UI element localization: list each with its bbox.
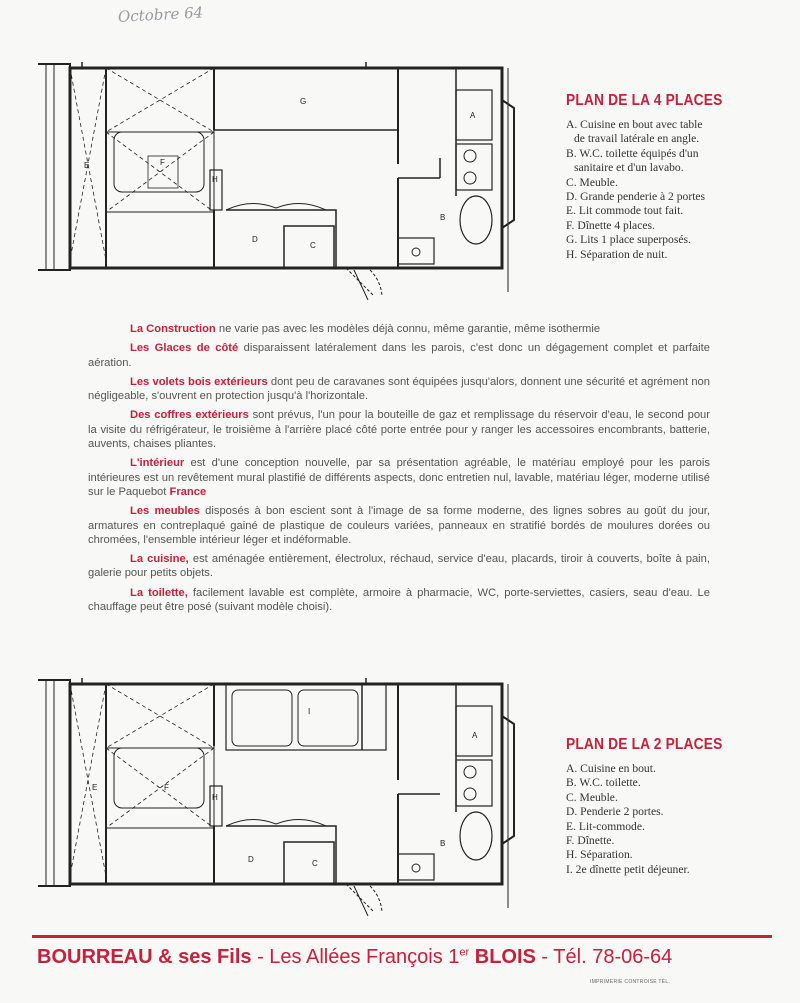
address-superscript: er: [459, 946, 470, 959]
company-name: BOURREAU: [37, 946, 153, 968]
plan2-label-e: E: [92, 783, 98, 792]
legend-2-item: F. Dînette.: [566, 834, 615, 848]
paragraph-lead: Des coffres extérieurs: [130, 409, 249, 422]
separator: -: [535, 946, 554, 968]
paragraph-body: facilement lavable est complète, armoire à pharmacie, WC, porte-serviettes, casiers, seau d'eau. Le chauffage peut être posé (suivant modèle choisi).: [88, 586, 710, 614]
paragraph: [88, 586, 710, 615]
legend-2-item: B. W.C. toilette.: [566, 776, 641, 790]
floor-plan-2-places: [36, 676, 516, 916]
paragraph-body: est d'une conception nouvelle, par sa présentation agréable, le matériau employé pour les parois intérieures est un revêtement mural plastifié de différents aspects, donc entretien nul, lavable, matériau léger, moderne utilisé sur le Paquebot: [88, 457, 710, 498]
plan2-label-f: F: [164, 783, 169, 792]
legend-2-item: I. 2e dînette petit déjeuner.: [566, 862, 690, 876]
plan2-label-i: I: [308, 707, 311, 716]
legend-4-item: H. Séparation de nuit.: [566, 247, 668, 261]
plan4-label-b: B: [440, 213, 446, 222]
paragraph-lead: Les Glaces de côté: [130, 342, 239, 355]
legend-4-title: PLAN DE LA 4 PLACES: [566, 92, 723, 109]
floor-plan-4-places: [36, 60, 516, 300]
legend-2-item: H. Séparation.: [566, 848, 633, 862]
plan4-label-g: G: [300, 97, 307, 106]
plan2-label-c: C: [312, 859, 318, 868]
legend-2-item: E. Lit-commode.: [566, 819, 645, 833]
legend-4-item: D. Grande penderie à 2 portes: [566, 190, 706, 204]
plan4-label-e: E: [84, 161, 90, 170]
plan2-label-a: A: [472, 731, 478, 740]
legend-4-item: E. Lit commode tout fait.: [566, 204, 684, 218]
paragraph-lead: Les meubles: [130, 505, 200, 518]
paragraph: [88, 504, 710, 547]
legend-4-item: G. Lits 1 place superposés.: [566, 233, 691, 247]
company-sons: ses Fils: [178, 946, 252, 968]
legend-4-item: C. Meuble.: [566, 175, 618, 189]
paragraph-lead: La cuisine,: [130, 553, 189, 566]
legend-4-item: de travail latérale en angle.: [574, 132, 700, 146]
printer-credit: IMPRIMERIE CONTROISE TÉL.: [590, 979, 671, 985]
legend-4-places: [566, 92, 748, 262]
plan4-label-f: F: [160, 158, 165, 167]
plan4-label-d: D: [252, 235, 258, 244]
legend-4-item: A. Cuisine en bout avec table: [566, 118, 703, 131]
city: BLOIS: [474, 946, 536, 968]
paragraph-lead: La toilette,: [130, 586, 188, 599]
description-text: [88, 322, 710, 619]
company-address-line: [37, 946, 672, 969]
paragraph: [88, 341, 710, 370]
paragraph: [88, 456, 710, 499]
legend-4-item: B. W.C. toilette équipés d'un: [566, 146, 699, 160]
ampersand: &: [152, 946, 179, 968]
legend-2-title: PLAN DE LA 2 PLACES: [566, 736, 723, 753]
legend-4-item: F. Dînette 4 places.: [566, 218, 655, 232]
legend-4-item: sanitaire et d'un lavabo.: [574, 161, 684, 175]
legend-2-places: [566, 736, 748, 877]
plan4-label-h: H: [212, 175, 218, 184]
legend-2-item: A. Cuisine en bout.: [566, 762, 656, 775]
paragraph-body: dont peu de caravanes sont équipées jusqu'alors, donnent une sécurité et agrément non négligeable, s'ouvrent en protection jusqu'à l'horizontale.: [88, 375, 710, 403]
footer-rule: [32, 935, 772, 938]
plan2-label-h: H: [212, 793, 218, 802]
paragraph: [88, 322, 710, 336]
plan4-label-a: A: [470, 111, 476, 120]
paragraph-body: sont prévus, l'un pour la bouteille de gaz et remplissage du réservoir d'eau, le second pour la visite du réfrigérateur, le troisième à l'arrière placé côté porte entrée pour y ranger les accessoires encombrants, batterie, auvents, chaises pliantes.: [88, 409, 710, 451]
paragraph-lead: La Construction: [130, 323, 216, 335]
separator: -: [251, 946, 270, 968]
paragraph: [88, 408, 710, 451]
plan4-label-c: C: [310, 241, 316, 250]
street-address: Les Allées François 1: [269, 946, 460, 968]
paragraph-lead: Les volets bois extérieurs: [130, 375, 268, 388]
plan2-label-b: B: [440, 839, 446, 848]
paragraph: [88, 552, 710, 581]
paragraph-body: est aménagée entièrement, électrolux, réchaud, service d'eau, placards, tiroir à couverts, boîte à pain, galerie pour petits objets.: [88, 553, 711, 580]
phone-number: Tél. 78-06-64: [553, 946, 673, 968]
paragraph-tail: France: [169, 485, 207, 498]
plan2-label-d: D: [248, 855, 254, 864]
pencil-annotation: Octobre 64: [117, 3, 204, 26]
legend-2-item: C. Meuble.: [566, 790, 618, 804]
paragraph-body: ne varie pas avec les modèles déjà connu, même garantie, même isothermie: [215, 323, 601, 335]
paragraph-body: disparaissent latéralement dans les parois, c'est donc un dégagement complet et parfaite aération.: [88, 342, 710, 369]
paragraph: [88, 375, 710, 404]
paragraph-body: disposés à bon escient sont à l'image de sa forme moderne, des lignes sobres au goût du jour, armatures en contreplaqué gainé de plastique de couleurs variées, panneaux en stratifié bordés de moulures dorées ou chromées, l'ensemble intérieur léger et indéformable.: [88, 505, 711, 546]
legend-2-item: D. Penderie 2 portes.: [566, 805, 664, 819]
paragraph-lead: L'intérieur: [130, 457, 185, 470]
